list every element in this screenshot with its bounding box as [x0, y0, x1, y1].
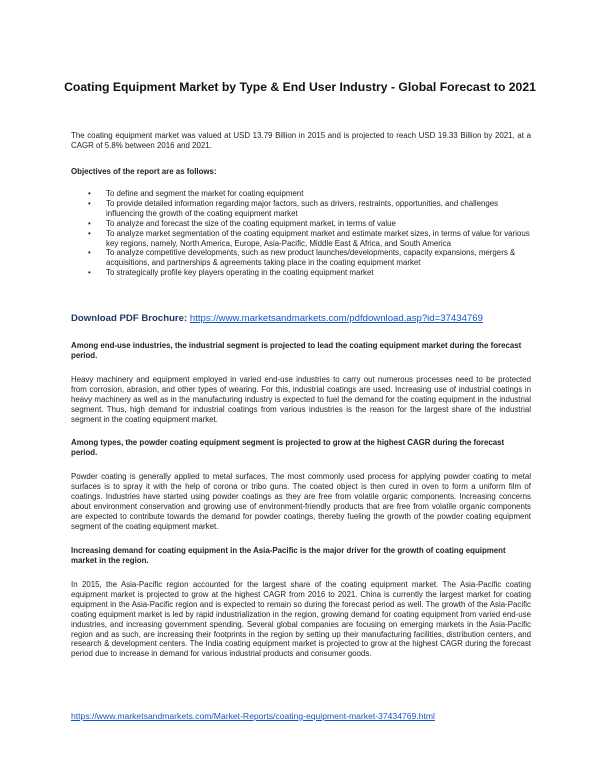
objective-text: To analyze market segmentation of the coating equipment market and estimate market sizes, in terms of value for various key regions, namely, North America, Europe, Asia-Pacific, Middle East & Africa, and South America	[106, 228, 530, 248]
bullet-icon: •	[88, 228, 91, 238]
list-item	[71, 219, 531, 229]
download-label: Download PDF Brochure:	[71, 313, 188, 324]
download-brochure-link[interactable]: https://www.marketsandmarkets.com/pdfdownload.asp?id=37434769	[189, 313, 483, 324]
intro-paragraph: The coating equipment market was valued at USD 13.79 Billion in 2015 and is projected to reach USD 19.33 Billion by 2021, at a CAGR of 5.8% between 2016 and 2021.	[71, 131, 531, 150]
bullet-icon: •	[88, 268, 91, 278]
report-link-container	[71, 711, 435, 722]
objectives-heading: Objectives of the report are as follows:	[71, 167, 217, 176]
objectives-list	[71, 189, 531, 278]
document-title: Coating Equipment Market by Type & End User Industry - Global Forecast to 2021	[64, 80, 536, 94]
bullet-icon: •	[88, 248, 91, 258]
list-item	[71, 268, 531, 278]
section-heading-industrial: Among end-use industries, the industrial segment is projected to lead the coating equipment market during the forecast period.	[71, 341, 522, 360]
bullet-icon: •	[88, 198, 91, 208]
download-brochure	[71, 313, 483, 325]
list-item	[71, 248, 531, 268]
section-body-industrial: Heavy machinery and equipment employed in varied end-use industries to carry out numerous processes need to be protected from corrosion, abrasion, and other types of wearing. For this, industrial coatings are used. Increasing use of industrial coatings in heavy machinery as well as in the manufacturing industry is expected to fuel the demand for the coating equipment in the industrial segment. Thus, high demand for industrial coatings from various industries is the reason for the largest share of the industrial segment in the coating equipment market.	[71, 375, 531, 424]
objective-text: To define and segment the market for coating equipment	[106, 189, 304, 198]
section-body-asia-pacific: In 2015, the Asia-Pacific region accounted for the largest share of the coating equipment market. The Asia-Pacific coating equipment market is projected to grow at the highest CAGR from 2016 to 2021. China is currently the largest market for coating equipment in the Asia-Pacific region and is expected to remain so during the forecast period as well. The growth of the Asia-Pacific coating equipment market is led by rapid industrialization in the region, growing demand for coating equipment from varied end-use industries, and increasing government spending. Several global companies are focusing on emerging markets in the Asia-Pacific region and as such, are increasing their footprints in the region by setting up their manufacturing facilities, distribution centers, and research & development centers. The India coating equipment market is projected to grow at the highest CAGR during the forecast period due to increase in demand for various industrial products and consumer goods.	[71, 580, 531, 659]
objective-text: To analyze competitive developments, such as new product launches/developments, capacity expansions, mergers & acquisitions, and partnerships & agreements taking place in the coating equipment market	[106, 248, 516, 268]
objective-text: To provide detailed information regarding major factors, such as drivers, restraints, opportunities, and challenges influencing the growth of the coating equipment market	[106, 198, 499, 218]
objective-text: To strategically profile key players operating in the coating equipment market	[106, 268, 374, 278]
list-item	[71, 199, 531, 219]
section-heading-powder: Among types, the powder coating equipment segment is projected to grow at the highest CAGR during the forecast period.	[71, 438, 505, 457]
list-item	[71, 189, 531, 199]
bullet-icon: •	[88, 189, 91, 198]
section-heading-asia-pacific: Increasing demand for coating equipment in the Asia-Pacific is the major driver for the growth of coating equipment market in the region.	[71, 546, 506, 565]
objectives-list-container	[71, 189, 531, 278]
section-body-powder: Powder coating is generally applied to metal surfaces. The most commonly used process for applying powder coating to metal surfaces is to spray it with the help of corona or tribo guns. The coated object is then cured in oven to form a uniform film of coatings. Industries have started using powder coatings as they are free from volatile organic components. Increasing concerns about environment conservation and growing use of environment-friendly products that are free from volatile organic components are expected to contribute towards the demand for powder coatings, thereby fueling the growth of the powder coating equipment segment of the coating equipment market.	[71, 472, 531, 531]
list-item	[71, 229, 531, 249]
bullet-icon: •	[88, 218, 91, 228]
objective-text: To analyze and forecast the size of the coating equipment market, in terms of value	[106, 218, 396, 228]
report-link[interactable]: https://www.marketsandmarkets.com/Market-Reports/coating-equipment-market-37434769.html	[71, 711, 435, 721]
